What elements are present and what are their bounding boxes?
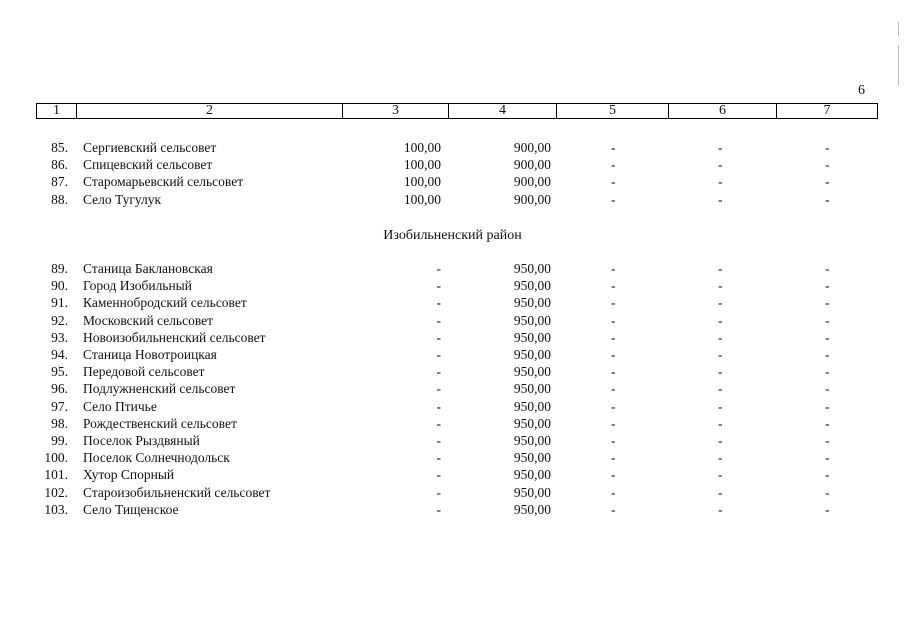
- cell-col-6: -: [718, 261, 723, 276]
- cell-col-6: -: [718, 501, 723, 517]
- cell-col-6: -: [718, 467, 723, 483]
- cell-col-7: -: [825, 347, 830, 362]
- table-row: [0, 191, 905, 208]
- page-number: 6: [858, 83, 865, 98]
- header-col-3: 3: [343, 104, 449, 118]
- row-number: 85.: [51, 140, 68, 155]
- row-name: Село Тищенское: [83, 501, 179, 517]
- cell-col-3: -: [436, 295, 441, 311]
- cell-col-6: -: [718, 415, 723, 431]
- row-number: 97.: [51, 398, 68, 414]
- header-col-5: 5: [557, 104, 669, 118]
- cell-col-7: -: [825, 261, 830, 276]
- cell-col-7: -: [825, 381, 830, 397]
- cell-col-6: -: [718, 329, 723, 345]
- cell-col-6: -: [718, 157, 723, 173]
- row-number: 88.: [51, 191, 68, 207]
- page-edge-mark: [898, 22, 899, 36]
- table-row: [0, 294, 905, 311]
- cell-col-5: -: [611, 157, 616, 173]
- cell-col-3: -: [436, 312, 441, 328]
- row-name: Поселок Рыздвяный: [83, 433, 200, 448]
- cell-col-7: -: [825, 433, 830, 448]
- cell-col-3: -: [436, 261, 441, 276]
- cell-col-5: -: [611, 261, 616, 276]
- table-row: [0, 277, 905, 294]
- cell-col-3: -: [436, 381, 441, 397]
- row-number: 95.: [51, 364, 68, 380]
- cell-col-7: -: [825, 312, 830, 328]
- cell-col-6: -: [718, 398, 723, 414]
- table-row: [0, 139, 905, 156]
- cell-col-6: -: [718, 278, 723, 294]
- cell-col-3: -: [436, 484, 441, 500]
- table-row: [0, 449, 905, 466]
- row-name: Село Тугулук: [83, 191, 162, 207]
- cell-col-4: 950,00: [513, 467, 551, 483]
- cell-col-4: 950,00: [513, 484, 551, 500]
- cell-col-3: -: [436, 398, 441, 414]
- row-number: 94.: [51, 347, 68, 362]
- cell-col-5: -: [611, 278, 616, 294]
- cell-col-5: -: [611, 295, 616, 311]
- row-number: 96.: [51, 381, 68, 397]
- row-name: Подлужненский сельсовет: [83, 381, 236, 397]
- cell-col-7: -: [825, 398, 830, 414]
- cell-col-5: -: [611, 364, 616, 380]
- cell-col-3: 100,00: [403, 174, 441, 190]
- cell-col-4: 900,00: [513, 191, 551, 207]
- table-header: [36, 103, 878, 119]
- cell-col-5: -: [611, 484, 616, 500]
- cell-col-4: 950,00: [513, 364, 551, 380]
- row-name: Село Птичье: [83, 398, 157, 414]
- table-row: [0, 173, 905, 190]
- row-name: Поселок Солнечнодольск: [83, 450, 230, 466]
- row-number: 103.: [44, 501, 68, 517]
- header-col-2: 2: [77, 104, 343, 118]
- row-number: 102.: [44, 484, 68, 500]
- cell-col-7: -: [825, 174, 830, 190]
- table-row: [0, 501, 905, 518]
- cell-col-6: -: [718, 364, 723, 380]
- table-row: [0, 312, 905, 329]
- cell-col-7: -: [825, 501, 830, 517]
- cell-col-5: -: [611, 329, 616, 345]
- row-number: 90.: [51, 278, 68, 294]
- cell-col-5: -: [611, 467, 616, 483]
- cell-col-4: 950,00: [513, 347, 551, 362]
- row-name: Рождественский сельсовет: [83, 415, 237, 431]
- row-name: Город Изобильный: [83, 278, 192, 294]
- cell-col-5: -: [611, 398, 616, 414]
- header-col-6: 6: [669, 104, 777, 118]
- cell-col-4: 950,00: [513, 398, 551, 414]
- cell-col-3: -: [436, 347, 441, 362]
- table-row: [0, 380, 905, 397]
- cell-col-4: 950,00: [513, 295, 551, 311]
- cell-col-4: 950,00: [513, 278, 551, 294]
- cell-col-7: -: [825, 415, 830, 431]
- row-name: Новоизобильненский сельсовет: [83, 329, 266, 345]
- cell-col-3: -: [436, 467, 441, 483]
- table-row: [0, 329, 905, 346]
- table-row: [0, 363, 905, 380]
- cell-col-5: -: [611, 191, 616, 207]
- cell-col-5: -: [611, 312, 616, 328]
- cell-col-6: -: [718, 140, 723, 155]
- row-name: Староизобильненский сельсовет: [83, 484, 271, 500]
- cell-col-3: -: [436, 278, 441, 294]
- cell-col-6: -: [718, 347, 723, 362]
- cell-col-3: -: [436, 501, 441, 517]
- cell-col-3: 100,00: [403, 191, 441, 207]
- cell-col-7: -: [825, 484, 830, 500]
- cell-col-6: -: [718, 433, 723, 448]
- row-name: Сергиевский сельсовет: [83, 140, 217, 155]
- cell-col-7: -: [825, 157, 830, 173]
- row-number: 93.: [51, 329, 68, 345]
- cell-col-4: 950,00: [513, 329, 551, 345]
- table-row: [0, 156, 905, 173]
- row-number: 101.: [44, 467, 68, 483]
- row-number: 99.: [51, 433, 68, 448]
- cell-col-4: 900,00: [513, 157, 551, 173]
- row-name: Станица Новотроицкая: [83, 347, 217, 362]
- cell-col-5: -: [611, 381, 616, 397]
- cell-col-5: -: [611, 450, 616, 466]
- cell-col-4: 950,00: [513, 312, 551, 328]
- cell-col-5: -: [611, 347, 616, 362]
- cell-col-6: -: [718, 174, 723, 190]
- cell-col-7: -: [825, 450, 830, 466]
- header-col-4: 4: [449, 104, 557, 118]
- row-name: Станица Баклановская: [83, 261, 213, 276]
- cell-col-4: 950,00: [513, 261, 551, 276]
- cell-col-5: -: [611, 433, 616, 448]
- cell-col-7: -: [825, 467, 830, 483]
- cell-col-7: -: [825, 191, 830, 207]
- cell-col-4: 950,00: [513, 433, 551, 448]
- cell-col-7: -: [825, 295, 830, 311]
- table-row: [0, 466, 905, 483]
- cell-col-3: -: [436, 433, 441, 448]
- cell-col-6: -: [718, 312, 723, 328]
- table-row: [0, 432, 905, 449]
- cell-col-7: -: [825, 140, 830, 155]
- cell-col-3: 100,00: [403, 140, 441, 155]
- row-name: Хутор Спорный: [83, 467, 175, 483]
- table-row: [0, 484, 905, 501]
- row-number: 91.: [51, 295, 68, 311]
- cell-col-5: -: [611, 174, 616, 190]
- section-title: Изобильненский район: [383, 228, 522, 243]
- cell-col-5: -: [611, 415, 616, 431]
- cell-col-6: -: [718, 484, 723, 500]
- row-number: 92.: [51, 312, 68, 328]
- row-name: Спицевский сельсовет: [83, 157, 213, 173]
- table-row: [0, 346, 905, 363]
- cell-col-7: -: [825, 278, 830, 294]
- cell-col-6: -: [718, 381, 723, 397]
- cell-col-3: -: [436, 329, 441, 345]
- page-edge-mark: [898, 45, 899, 85]
- cell-col-7: -: [825, 364, 830, 380]
- cell-col-4: 950,00: [513, 381, 551, 397]
- cell-col-7: -: [825, 329, 830, 345]
- row-name: Московский сельсовет: [83, 312, 214, 328]
- cell-col-6: -: [718, 450, 723, 466]
- cell-col-3: 100,00: [403, 157, 441, 173]
- cell-col-5: -: [611, 140, 616, 155]
- cell-col-3: -: [436, 415, 441, 431]
- header-col-7: 7: [823, 103, 831, 118]
- cell-col-4: 950,00: [513, 450, 551, 466]
- cell-col-4: 900,00: [513, 174, 551, 190]
- row-number: 87.: [51, 174, 68, 190]
- header-col-1: 1: [37, 104, 77, 118]
- row-name: Передовой сельсовет: [83, 364, 205, 380]
- row-name: Старомарьевский сельсовет: [83, 174, 244, 190]
- table-row: [0, 415, 905, 432]
- row-number: 98.: [51, 415, 68, 431]
- row-number: 86.: [51, 157, 68, 173]
- cell-col-5: -: [611, 501, 616, 517]
- table-row: [0, 398, 905, 415]
- cell-col-6: -: [718, 295, 723, 311]
- row-number: 89.: [51, 261, 68, 276]
- cell-col-3: -: [436, 450, 441, 466]
- row-name: Каменнобродский сельсовет: [83, 295, 247, 311]
- cell-col-4: 950,00: [513, 501, 551, 517]
- table-row: [0, 260, 905, 277]
- cell-col-3: -: [436, 364, 441, 380]
- cell-col-6: -: [718, 191, 723, 207]
- cell-col-4: 950,00: [513, 415, 551, 431]
- row-number: 100.: [44, 450, 68, 466]
- cell-col-4: 900,00: [513, 140, 551, 155]
